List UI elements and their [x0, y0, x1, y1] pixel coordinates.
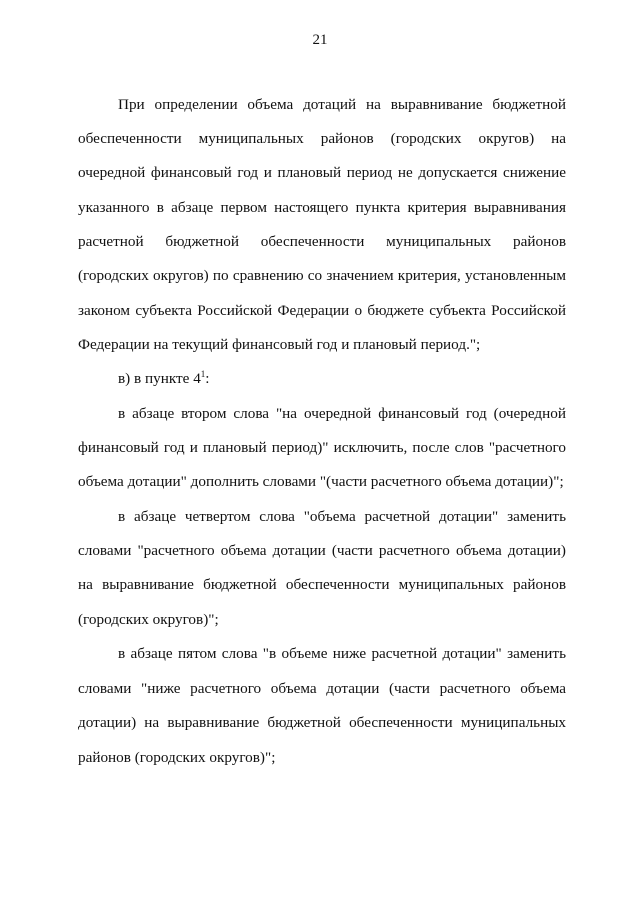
paragraph-2-text: в) в пункте 4: [118, 370, 201, 387]
paragraph-4-line-1: в абзаце четвертом слова "объема расчетной дотации" заменить: [118, 508, 566, 525]
paragraph-1-line-3: очередной финансовый год и плановый период не допускается снижение: [78, 164, 566, 181]
paragraph-1-line-5: расчетной бюджетной обеспеченности муниципальных районов: [78, 233, 566, 250]
paragraph-5-line-1: в абзаце пятом слова "в объеме ниже расчетной дотации" заменить: [118, 645, 566, 662]
paragraph-1-line-6: (городских округов) по сравнению со значением критерия, установленным: [78, 267, 566, 284]
paragraph-1-line-7: законом субъекта Российской Федерации о бюджете субъекта Российской: [78, 302, 566, 319]
paragraph-4-line-2: словами "расчетного объема дотации (части расчетного объема дотации): [78, 542, 566, 559]
paragraph-3-line-3: объема дотации" дополнить словами "(части расчетного объема дотации)";: [78, 473, 564, 490]
paragraph-1-line-8: Федерации на текущий финансовый год и плановый период.";: [78, 336, 481, 353]
paragraph-1-line-1: При определении объема дотаций на выравнивание бюджетной: [118, 96, 566, 113]
paragraph-3-line-2: финансовый год и плановый период)" исключить, после слов "расчетного: [78, 439, 566, 456]
page-number: 21: [312, 32, 328, 48]
paragraph-2-superscript: 1: [200, 369, 206, 379]
paragraph-2-tail: :: [205, 370, 210, 387]
paragraph-3-line-1: в абзаце втором слова "на очередной финансовый год (очередной: [118, 405, 566, 422]
paragraph-1-line-2: обеспеченности муниципальных районов (городских округов) на: [78, 130, 566, 147]
paragraph-2-line-1: [118, 370, 566, 388]
paragraph-5-line-4: районов (городских округов)";: [78, 749, 276, 766]
paragraph-5-line-3: дотации) на выравнивание бюджетной обеспеченности муниципальных: [78, 714, 566, 731]
paragraph-4-line-4: (городских округов)";: [78, 611, 219, 628]
paragraph-1-line-4: указанного в абзаце первом настоящего пункта критерия выравнивания: [78, 199, 566, 216]
paragraph-4-line-3: на выравнивание бюджетной обеспеченности муниципальных районов: [78, 576, 566, 593]
paragraph-5-line-2: словами "ниже расчетного объема дотации (части расчетного объема: [78, 680, 566, 697]
